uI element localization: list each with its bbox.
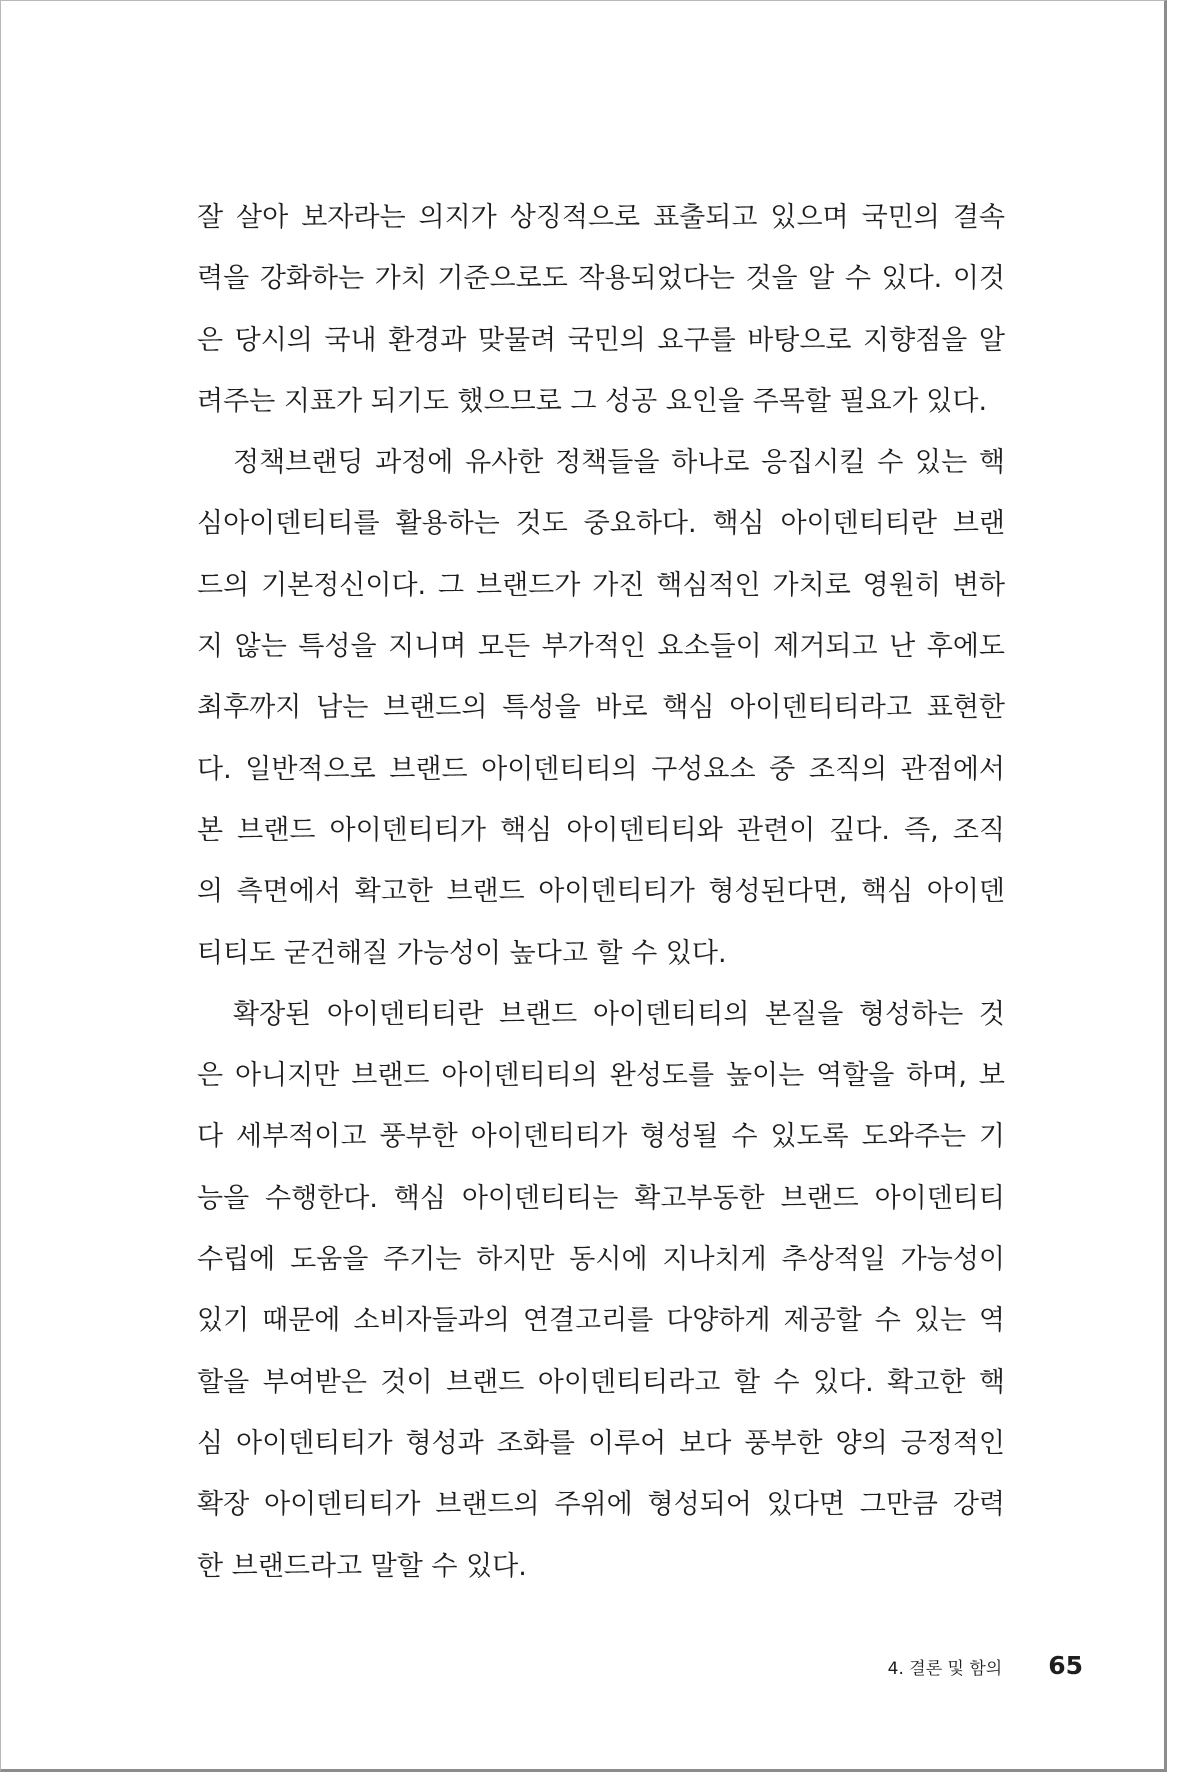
text-line: 잘 살아 보자라는 의지가 상징적으로 표출되고 있으며 국민의 결속 [197, 202, 1005, 233]
text-line: 드의 기본정신이다. 그 브랜드가 가진 핵심적인 가치로 영원히 변하 [197, 569, 1005, 601]
text-line: 본 브랜드 아이덴티티가 핵심 아이덴티티와 관련이 깊다. 즉, 조직 [197, 814, 1005, 846]
body-text [197, 187, 1005, 1597]
text-line: 의 측면에서 확고한 브랜드 아이덴티티가 형성된다면, 핵심 아이덴 [197, 876, 1005, 908]
text-line: 수립에 도움을 주기는 하지만 동시에 지나치게 추상적일 가능성이 [197, 1244, 1005, 1276]
text-line: 능을 수행한다. 핵심 아이덴티티는 확고부동한 브랜드 아이덴티티 [197, 1182, 1005, 1214]
text-line: 최후까지 남는 브랜드의 특성을 바로 핵심 아이덴티티라고 표현한 [197, 692, 1005, 724]
text-line: 은 당시의 국내 환경과 맞물려 국민의 요구를 바탕으로 지향점을 알 [197, 324, 1005, 356]
text-line: 있기 때문에 소비자들과의 연결고리를 다양하게 제공할 수 있는 역 [197, 1305, 1005, 1337]
text-line: 심 아이덴티티가 형성과 조화를 이루어 보다 풍부한 양의 긍정적인 [197, 1427, 1005, 1459]
text-line: 다. 일반적으로 브랜드 아이덴티티의 구성요소 중 조직의 관점에서 [197, 753, 1005, 785]
text-line: 티티도 굳건해질 가능성이 높다고 할 수 있다. [197, 937, 727, 969]
text-line: 력을 강화하는 가치 기준으로도 작용되었다는 것을 알 수 있다. 이것 [197, 263, 1005, 295]
page-number: 65 [1048, 1651, 1083, 1680]
text-line: 정책브랜딩 과정에 유사한 정책들을 하나로 응집시킬 수 있는 핵 [233, 447, 1005, 479]
text-line: 확장 아이덴티티가 브랜드의 주위에 형성되어 있다면 그만큼 강력 [197, 1489, 1005, 1521]
chapter-running-title: 4. 결론 및 함의 [887, 1659, 1003, 1679]
text-line: 지 않는 특성을 지니며 모든 부가적인 요소들이 제거되고 난 후에도 [197, 631, 1005, 663]
text-line: 다 세부적이고 풍부한 아이덴티티가 형성될 수 있도록 도와주는 기 [197, 1121, 1005, 1153]
text-line: 할을 부여받은 것이 브랜드 아이덴티티라고 할 수 있다. 확고한 핵 [197, 1366, 1005, 1398]
text-line: 심아이덴티티를 활용하는 것도 중요하다. 핵심 아이덴티티란 브랜 [197, 508, 1005, 540]
text-line: 은 아니지만 브랜드 아이덴티티의 완성도를 높이는 역할을 하며, 보 [197, 1060, 1005, 1092]
text-line: 한 브랜드라고 말할 수 있다. [197, 1550, 527, 1582]
page-footer [888, 1651, 1083, 1680]
text-line: 려주는 지표가 되기도 했으므로 그 성공 요인을 주목할 필요가 있다. [197, 385, 988, 417]
text-line: 확장된 아이덴티티란 브랜드 아이덴티티의 본질을 형성하는 것 [233, 998, 1005, 1030]
